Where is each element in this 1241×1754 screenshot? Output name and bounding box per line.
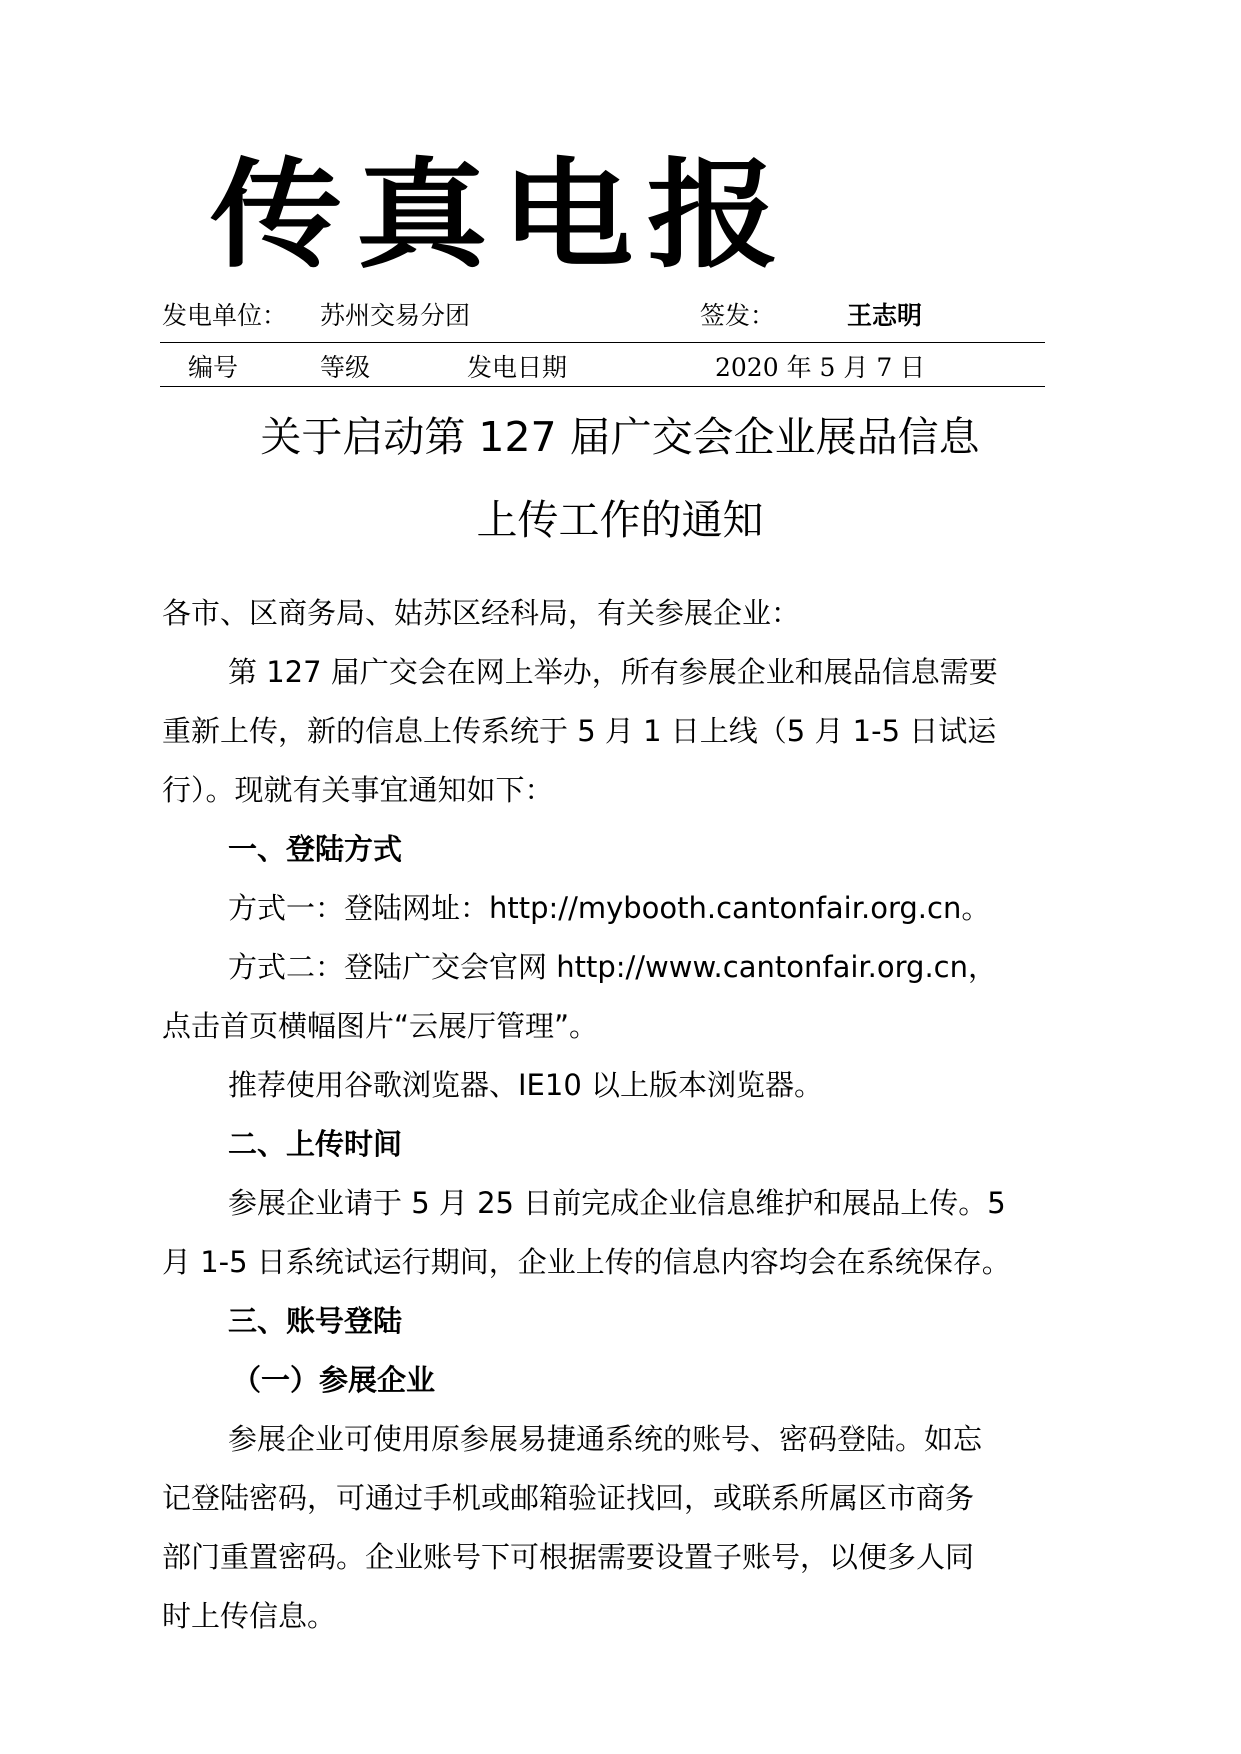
section-heading-upload-time: 二、上传时间 — [228, 1127, 403, 1161]
upload-time-line: 月 1-5 日系统试运行期间，企业上传的信息内容均会在系统保存。 — [162, 1245, 1011, 1279]
header-rule-top — [160, 342, 1045, 343]
sender-value: 苏州交易分团 — [320, 301, 471, 330]
login-method-2: 方式二：登陆广交会官网 http://www.cantonfair.org.cn， — [228, 950, 997, 984]
section-heading-login-method: 一、登陆方式 — [228, 832, 403, 866]
account-line: 部门重置密码。企业账号下可根据需要设置子账号，以便多人同 — [162, 1540, 975, 1574]
account-line: 记登陆密码，可通过手机或邮箱验证找回，或联系所属区市商务 — [162, 1481, 975, 1515]
intro-line: 第 127 届广交会在网上举办，所有参展企业和展品信息需要 — [228, 655, 998, 689]
subsection-heading-exhibitors: （一）参展企业 — [232, 1363, 436, 1397]
login-method-2-continued: 点击首页横幅图片“云展厅管理”。 — [162, 1009, 599, 1043]
account-line: 时上传信息。 — [162, 1599, 337, 1633]
date-label: 发电日期 — [467, 353, 568, 382]
header-rule-bottom — [160, 386, 1045, 387]
section-heading-account-login: 三、账号登陆 — [228, 1304, 403, 1338]
notice-title-line1: 关于启动第 127 届广交会企业展品信息 — [260, 413, 980, 461]
account-line: 参展企业可使用原参展易捷通系统的账号、密码登陆。如忘 — [228, 1422, 983, 1456]
date-value: 2020 年 5 月 7 日 — [715, 353, 926, 382]
notice-body — [162, 584, 1092, 1646]
intro-line: 重新上传，新的信息上传系统于 5 月 1 日上线（5 月 1-5 日试运 — [162, 714, 997, 748]
sender-label: 发电单位： — [162, 301, 288, 330]
login-method-1: 方式一：登陆网址：http://mybooth.cantonfair.org.cn。 — [228, 891, 991, 925]
level-label: 等级 — [320, 353, 371, 382]
salutation: 各市、区商务局、姑苏区经科局，有关参展企业： — [162, 596, 801, 630]
signer-label: 签发： — [700, 301, 776, 330]
signer-value: 王志明 — [847, 301, 923, 330]
intro-line: 行）。现就有关事宜通知如下： — [162, 773, 554, 807]
sender-row — [162, 296, 1042, 336]
upload-time-line: 参展企业请于 5 月 25 日前完成企业信息维护和展品上传。5 — [228, 1186, 1006, 1220]
document-info-row — [160, 349, 1045, 387]
masthead-title: 传真电报 — [210, 145, 793, 284]
number-label: 编号 — [188, 353, 239, 382]
notice-title-line2: 上传工作的通知 — [476, 496, 764, 544]
browser-note: 推荐使用谷歌浏览器、IE10 以上版本浏览器。 — [228, 1068, 823, 1102]
